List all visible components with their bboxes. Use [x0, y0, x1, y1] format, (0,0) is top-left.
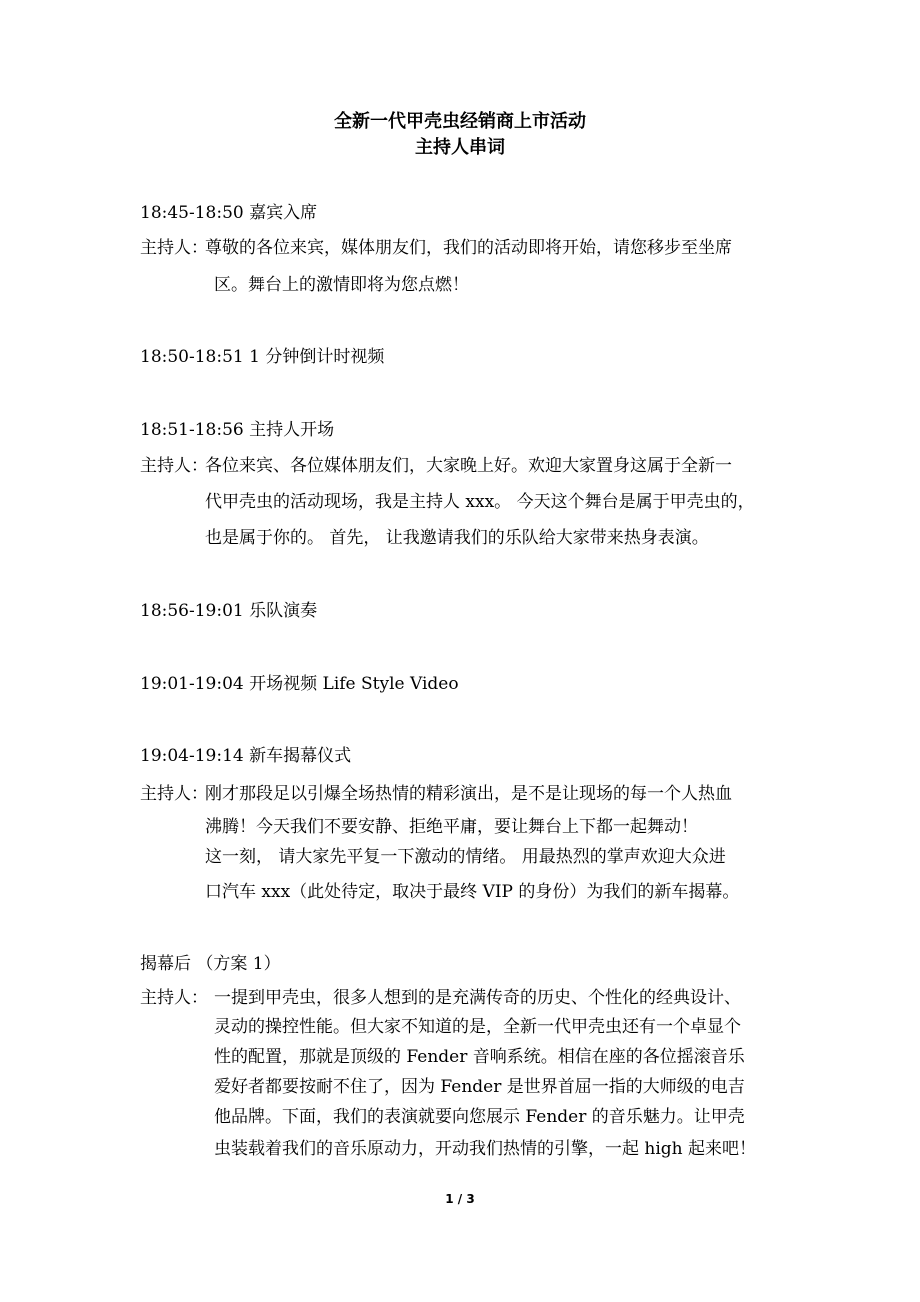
host-line: 爱好者都要按耐不住了，因为 Fender 是世界首屈一指的大师级的电吉	[214, 1077, 745, 1097]
segment-time: 18:51-18:56 主持人开场	[140, 420, 335, 440]
host-line: 也是属于你的。 首先， 让我邀请我们的乐队给大家带来热身表演。	[205, 528, 709, 548]
segment-time: 18:45-18:50 嘉宾入席	[140, 203, 318, 223]
segment-time: 19:04-19:14 新车揭幕仪式	[140, 746, 352, 766]
host-line: 口汽车 xxx（此处待定，取决于最终 VIP 的身份）为我们的新车揭幕。	[205, 882, 740, 902]
segment-time: 18:50-18:51 1 分钟倒计时视频	[140, 347, 385, 367]
host-label: 主持人：	[140, 988, 208, 1008]
host-label: 主持人：	[140, 238, 208, 258]
segment-time: 19:01-19:04 开场视频 Life Style Video	[140, 674, 459, 694]
document-subtitle: 主持人串词	[415, 137, 505, 158]
host-line: 刚才那段足以引爆全场热情的精彩演出，是不是让现场的每一个人热血	[205, 784, 732, 804]
host-line: 区。舞台上的激情即将为您点燃！	[214, 275, 469, 295]
host-line: 灵动的操控性能。但大家不知道的是，全新一代甲壳虫还有一个卓显个	[214, 1017, 741, 1037]
host-line: 各位来宾、各位媒体朋友们，大家晚上好。欢迎大家置身这属于全新一	[205, 456, 732, 476]
host-label: 主持人：	[140, 784, 208, 804]
host-label: 主持人：	[140, 456, 208, 476]
segment-time: 18:56-19:01 乐队演奏	[140, 601, 318, 621]
host-line: 尊敬的各位来宾，媒体朋友们，我们的活动即将开始，请您移步至坐席	[205, 238, 732, 258]
host-line: 沸腾！今天我们不要安静、拒绝平庸，要让舞台上下都一起舞动！	[205, 817, 698, 837]
host-line: 代甲壳虫的活动现场，我是主持人 xxx。 今天这个舞台是属于甲壳虫的，	[205, 492, 755, 512]
host-line: 他品牌。下面，我们的表演就要向您展示 Fender 的音乐魅力。让甲壳	[214, 1107, 745, 1127]
host-line: 虫装载着我们的音乐原动力，开动我们热情的引擎，一起 high 起来吧！	[214, 1139, 757, 1159]
page-number: 1 / 3	[445, 1192, 475, 1206]
host-line: 性的配置，那就是顶级的 Fender 音响系统。相信在座的各位摇滚音乐	[214, 1047, 745, 1067]
host-line: 一提到甲壳虫，很多人想到的是充满传奇的历史、个性化的经典设计、	[214, 988, 741, 1008]
host-line: 这一刻， 请大家先平复一下激动的情绪。 用最热烈的掌声欢迎大众进	[205, 847, 726, 867]
document-title: 全新一代甲壳虫经销商上市活动	[334, 111, 586, 132]
segment-time: 揭幕后 （方案 1）	[140, 954, 281, 974]
